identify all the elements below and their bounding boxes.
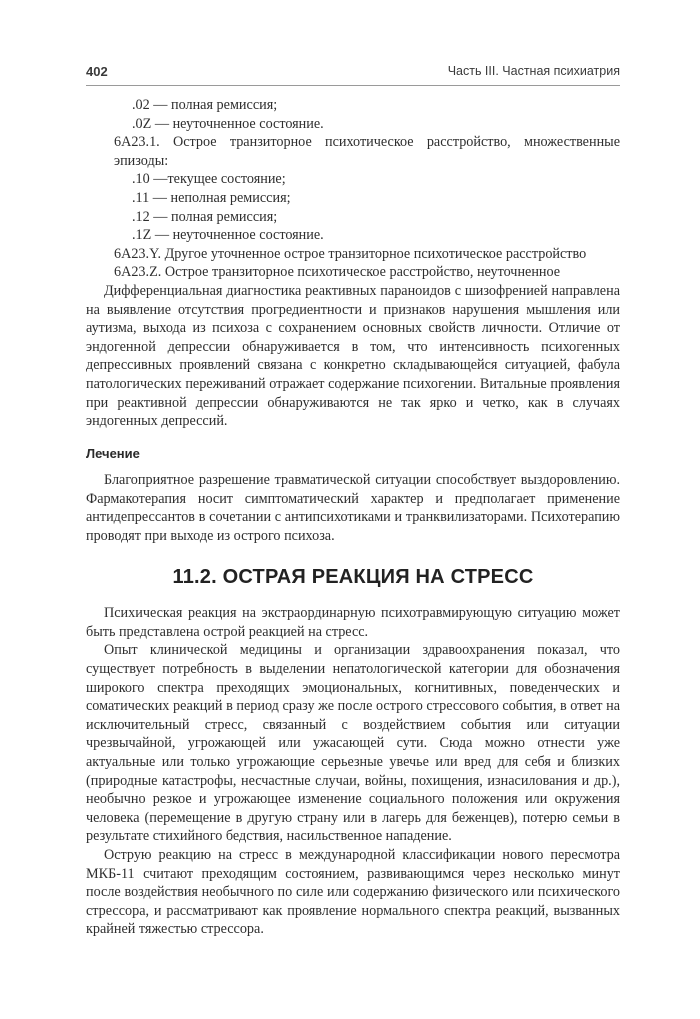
list-item: .0Z — неуточненное состояние. [132, 115, 324, 132]
section-paragraph: Опыт клинической медицины и организации здравоохранения показал, что существует потребность в выделении непатологической категории для обозначения широкого спектра преходящих эмоциональных, когнитивных, поведенческих и соматических реакций в период сразу же после острого стрессового события, в ответ на исключительный стресс, связанный с воздействием события или ситуации чрезвычайной, угрожающей или ужасающей сути. Сюда можно отнести уже актуальные или только угрожающие серьезные увечье или вред для себя и близких (природные катастрофы, несчастные случаи, войны, похищения, изнасилования и др.), необычно резкое и угрожающее изменение социального положения или окружения человека (перемещение в другую страну или в лагерь для беженцев), потерю семьи в результате стихийного бедствия, насильственное нападение. [86, 642, 620, 845]
section-heading: 11.2. ОСТРАЯ РЕАКЦИЯ НА СТРЕСС [172, 565, 534, 588]
page-number: 402 [86, 64, 108, 79]
differential-paragraph: Дифференциальная диагностика реактивных параноидов с шизофренией направлена на выявление отсутствия прогредиентности и признаков нарушения мышления или аутизма, выхода из психоза с сохранением основных свойств личности. Отличие от эндогенной депрессии обнаруживается в том, что интенсивность психогенных депрессивных проявлений связана с конкретно складывающейся ситуацией, фабула патологических переживаний отражает содержание психогении. Витальные проявления при реактивной депрессии обнаруживаются не так ярко и четко, как в случаях эндогенных депрессий. [86, 282, 620, 430]
code-entry: 6A23.Y. Другое уточненное острое транзиторное психотическое расстройство [114, 245, 587, 262]
running-header [86, 62, 620, 82]
code-entry: 6A23.Z. Острое транзиторное психотическое расстройство, неуточненное [114, 264, 561, 281]
list-item: .11 — неполная ремиссия; [132, 189, 291, 206]
section-paragraph: Острую реакцию на стресс в международной классификации нового пересмотра МКБ-11 считают преходящим состоянием, развивающимся через несколько минут после воздействия необычного по силе или содержанию физического или психического стрессора, и рассматривают как проявление нормального спектра реакций, вызванных крайней тяжестью стрессора. [86, 846, 620, 938]
list-item: .02 — полная ремиссия; [132, 97, 278, 113]
header-divider [86, 85, 620, 86]
list-item: .10 —текущее состояние; [132, 171, 286, 188]
section-paragraph: Психическая реакция на экстраординарную психотравмирующую ситуацию может быть представлена острой реакцией на стресс. [86, 605, 620, 640]
running-title: Часть III. Частная психиатрия [447, 64, 620, 78]
code-entry: 6A23.1. Острое транзиторное психотическое расстройство, множественные эпизоды: [114, 134, 620, 169]
treatment-paragraph: Благоприятное разрешение травматической ситуации способствует выздоровлению. Фармакотерапия носит симптоматический характер и предполагает применение антидепрессантов в сочетании с антипсихотиками и транквилизаторами. Психотерапию проводят при выходе из острого психоза. [86, 472, 620, 545]
list-item: .12 — полная ремиссия; [132, 208, 278, 225]
page-body [86, 96, 620, 939]
treatment-heading: Лечение [86, 445, 140, 461]
list-item: .1Z — неуточненное состояние. [132, 227, 324, 244]
